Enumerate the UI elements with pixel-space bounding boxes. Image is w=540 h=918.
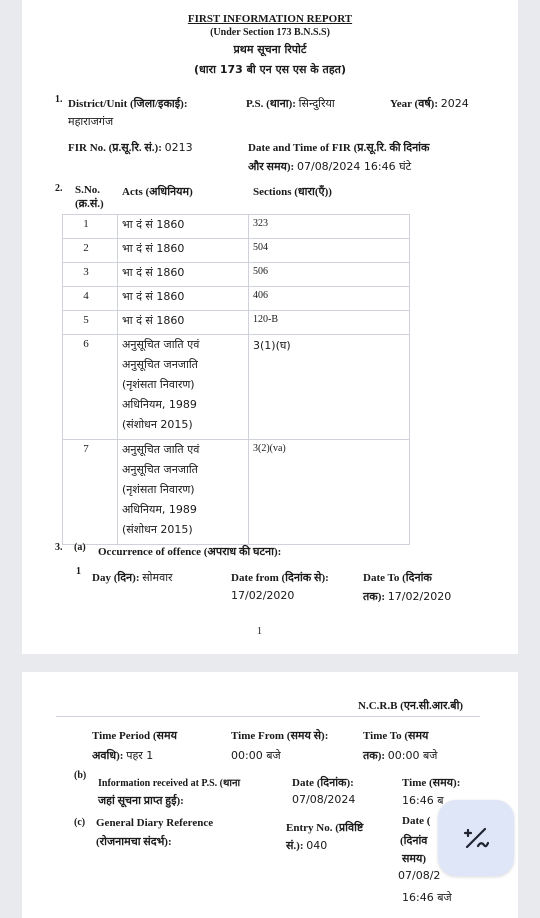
time-to-field [363,748,437,763]
ncrb-label: N.C.R.B (एन.सी.आर.बी) [358,700,464,712]
entry-number-label-2: सं.): [286,840,304,852]
table-row [63,440,410,545]
row-act-line: अनुसूचित जनजाति [122,358,198,371]
table-row [63,239,410,263]
info-date-value: 07/08/2024 [292,793,356,806]
table-row [63,311,410,335]
section-3a-marker: (a) [74,542,86,553]
police-station-field [246,96,335,111]
report-subtitle-hindi: (धारा 173 बी एन एस एस के तहत) [194,63,346,76]
time-period-label: Time Period (समय [92,730,177,742]
gd-reference-label-2: (रोजनामचा संदर्भ): [96,836,172,848]
document-page-2 [22,672,518,918]
row-act: भा दं सं 1860 [118,263,249,287]
time-to-label-2: तक): [363,750,386,762]
row-act-line: (नृशंसता निवारण) [122,483,195,496]
row-sno: 2 [63,239,118,263]
time-to-value: 00:00 बजे [387,749,438,762]
date-from-value: 17/02/2020 [231,589,295,602]
police-station-label: P.S. (थाना): [246,98,296,110]
time-to-label: Time To (समय [363,730,429,742]
fir-number-value: 0213 [164,141,193,154]
year-label: Year (वर्ष): [390,98,439,110]
row-sno: 1 [63,215,118,239]
info-received-label: Information received at P.S. (थाना [98,778,241,789]
column-header-acts: Acts (अधिनियम) [118,181,249,215]
section-1-number: 1. [55,94,63,105]
row-act: भा दं सं 1860 [118,311,249,335]
fir-number-label: FIR No. (प्र.सू.रि. सं.): [68,142,162,154]
table-header-row [63,181,410,215]
table-row [63,263,410,287]
row-act [118,335,249,440]
row-sno: 6 [63,335,118,440]
time-from-value: 00:00 बजे [231,749,281,762]
district-label: District/Unit (जिला/इकाई): [68,98,188,110]
date-to-label: Date To (दिनांक [363,572,432,584]
row-act: भा दं सं 1860 [118,215,249,239]
section-3c-marker: (c) [74,817,86,828]
info-time-label: Time (समय): [402,777,461,789]
time-from-label: Time From (समय से): [231,730,329,742]
fir-datetime-label-2: और समय): [248,161,295,173]
magic-edit-button[interactable] [438,800,514,876]
report-subtitle: (Under Section 173 B.N.S.S) [210,27,330,38]
entry-number-field [286,838,327,853]
row-section: 3(2)(va) [249,440,410,545]
acts-sections-table [62,180,410,545]
entry-number-value: 040 [306,839,328,852]
report-title: FIRST INFORMATION REPORT [187,13,353,25]
time-period-field [92,748,153,763]
row-act-line: अनुसूचित जनजाति [122,463,198,476]
row-section: 323 [249,215,410,239]
row-act-line: (संशोधन 2015) [122,523,193,536]
section-3-number: 3. [55,542,63,553]
row-section: 120-B [249,311,410,335]
date-to-field [363,589,451,604]
date-to-label-2: तक): [363,591,386,603]
info-received-label-2: जहां सूचना प्राप्त हुई): [98,795,184,807]
row-act: भा दं सं 1860 [118,239,249,263]
row-act: भा दं सं 1860 [118,287,249,311]
day-value: सोमवार [142,571,173,584]
magic-edit-icon [461,823,491,853]
fir-datetime-label: Date and Time of FIR (प्र.सू.रि. की दिनांक [248,142,430,154]
year-value: 2024 [440,97,469,110]
row-sno: 3 [63,263,118,287]
year-field [390,96,469,111]
row-section: 506 [249,263,410,287]
date-to-value: 17/02/2020 [387,590,452,603]
time-period-value: पहर 1 [126,749,154,762]
table-row [63,215,410,239]
gd-date-value: 07/08/2 [398,869,441,882]
table-row [63,287,410,311]
info-time-value: 16:46 ब [402,794,444,807]
section-3b-marker: (b) [74,770,87,781]
table-row [63,335,410,440]
time-period-label-2: अवधि): [92,750,124,762]
row-act-line: (संशोधन 2015) [122,418,193,431]
fir-datetime-field [248,159,411,174]
divider [56,716,480,717]
column-header-sno [63,181,118,215]
column-header-sections: Sections (धारा(एँ)) [249,181,410,215]
row-act [118,440,249,545]
row-act-line: अधिनियम, 1989 [122,503,197,516]
column-header-sno-en: S.No. [75,184,101,196]
occurrence-item-number: 1 [76,566,81,577]
row-sno: 4 [63,287,118,311]
report-title-hindi: प्रथम सूचना रिपोर्ट [233,43,307,56]
column-header-sno-hi: (क्र.सं.) [75,198,104,210]
fir-number-field [68,140,193,155]
row-act-line: अनुसूचित जाति एवं [122,443,200,456]
gd-time-value: 16:46 बजे [402,891,452,904]
row-sno: 7 [63,440,118,545]
day-label: Day (दिन): [92,572,140,584]
row-act-line: अधिनियम, 1989 [122,398,197,411]
date-from-label: Date from (दिनांक से): [231,572,329,584]
row-sno: 5 [63,311,118,335]
day-field [92,570,173,585]
entry-number-label: Entry No. (प्रविष्टि [286,822,364,834]
district-value: महाराजगंज [68,115,114,128]
gd-reference-label: General Diary Reference [96,817,214,829]
row-section: 406 [249,287,410,311]
gd-date-label-3: समय) [402,853,427,865]
info-date-label: Date (दिनांक): [292,777,354,789]
row-section: 3(1)(घ) [249,335,410,440]
document-page-1 [22,0,518,654]
occurrence-label: Occurrence of offence (अपराध की घटना): [98,546,282,558]
fir-datetime-value: 07/08/2024 16:46 घंटे [296,160,412,173]
row-section: 504 [249,239,410,263]
section-2-number: 2. [55,183,63,194]
police-station-value: सिन्दुरिया [298,97,335,110]
row-act-line: (नृशंसता निवारण) [122,378,195,391]
page-number: 1 [257,626,262,637]
gd-date-label-2: (दिनांव [400,835,428,847]
gd-date-label: Date ( [402,815,431,827]
row-act-line: अनुसूचित जाति एवं [122,338,200,351]
